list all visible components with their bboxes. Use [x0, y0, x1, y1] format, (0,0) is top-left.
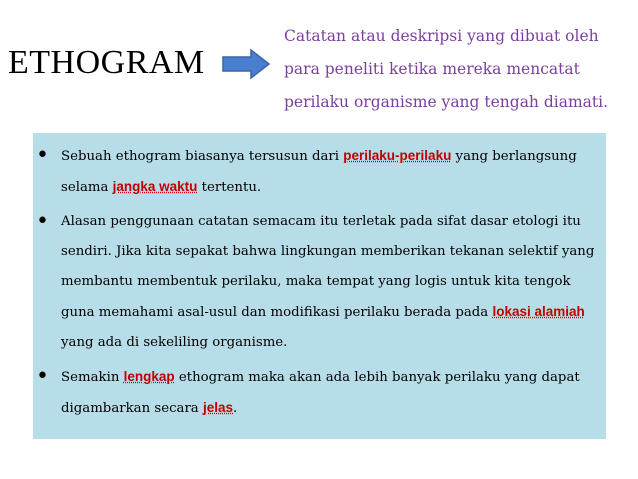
bullet-item-3: • Semakin lengkap ethogram maka akan ada lebih banyak perilaku yang dapat digambarkan secara jelas.: [36, 364, 580, 416]
highlight-term: lengkap: [123, 369, 175, 384]
highlight-term: jangka waktu: [112, 179, 198, 194]
definition-text: Catatan atau deskripsi yang dibuat oleh para peneliti ketika mereka mencatat perilaku organisme yang tengah diamati.: [284, 27, 609, 111]
content-box: [33, 133, 606, 439]
highlight-term: perilaku-perilaku: [343, 148, 452, 163]
page-title: ETHOGRAM: [8, 44, 205, 81]
bullet-dot-icon: •: [36, 209, 49, 234]
highlight-term: jelas: [202, 400, 233, 415]
right-arrow-icon: [221, 48, 271, 80]
highlight-term: lokasi alamiah: [492, 304, 585, 319]
bullet-dot-icon: •: [36, 143, 49, 168]
bullet-item-1: • Sebuah ethogram biasanya tersusun dari perilaku-perilaku yang berlangsung selama jangka waktu tertentu.: [36, 143, 577, 195]
bullet-dot-icon: •: [36, 364, 49, 389]
bullet-list: [33, 133, 606, 424]
bullet-item-2: • Alasan penggunaan catatan semacam itu terletak pada sifat dasar etologi itu sendiri. Jika kita sepakat bahwa lingkungan memberikan tekanan selektif yang membantu membentuk perilaku, maka tempat yang logis untuk kita tengok guna memahami asal-usul dan modifikasi perilaku berada pada lokasi alamiah yang ada di sekeliling organisme.: [36, 209, 595, 350]
